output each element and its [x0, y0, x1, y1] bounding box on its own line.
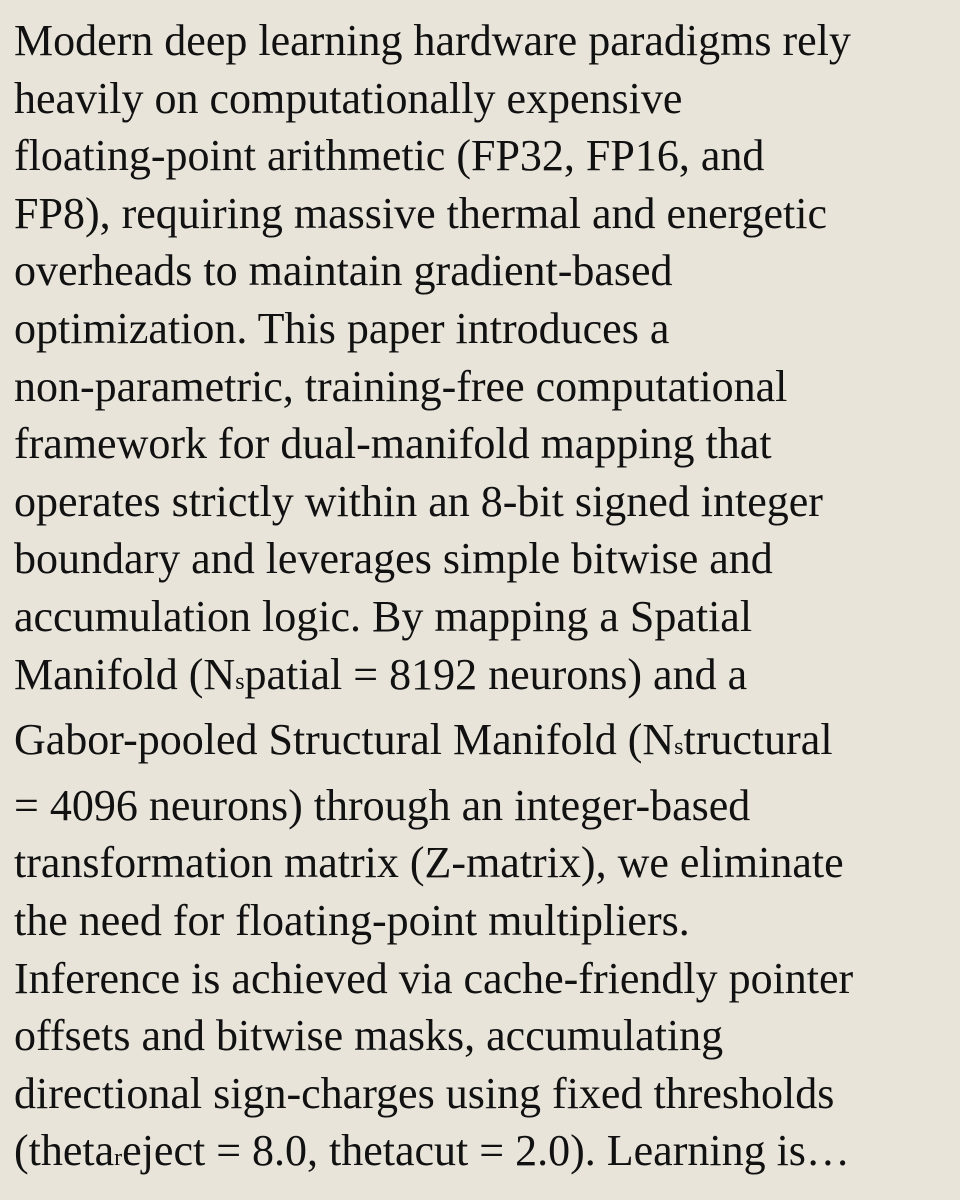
- text-line: operates strictly within an 8-bit signed integer: [14, 476, 823, 526]
- text-line: = 4096 neurons) through an integer-based: [14, 780, 751, 830]
- text-fragment: Gabor-pooled Structural Manifold (N: [14, 715, 675, 765]
- text-line: [14, 1122, 954, 1188]
- abstract-text: [14, 12, 954, 1188]
- text-line: accumulation logic. By mapping a Spatial: [14, 591, 753, 641]
- text-line: offsets and bitwise masks, accumulating: [14, 1011, 724, 1061]
- text-line: framework for dual-manifold mapping that: [14, 419, 772, 469]
- text-fragment: tructural: [683, 715, 833, 765]
- text-line: optimization. This paper introduces a: [14, 303, 670, 353]
- text-line: [14, 646, 954, 712]
- text-line: boundary and leverages simple bitwise and: [14, 534, 773, 584]
- text-fragment: eject = 8.0, thetacut = 2.0). Learning is…: [122, 1126, 850, 1176]
- text-line: directional sign-charges using fixed thresholds: [14, 1068, 835, 1118]
- text-line: Modern deep learning hardware paradigms rely: [14, 16, 851, 65]
- text-line: Inference is achieved via cache-friendly pointer: [14, 953, 854, 1003]
- text-line: overheads to maintain gradient-based: [14, 246, 673, 296]
- text-fragment: Manifold (N: [14, 649, 236, 699]
- text-line: heavily on computationally expensive: [14, 73, 683, 123]
- subscript: s: [674, 734, 684, 761]
- text-line: [14, 711, 954, 777]
- text-line: floating-point arithmetic (FP32, FP16, and: [14, 131, 765, 181]
- subscript: r: [114, 1145, 123, 1172]
- text-fragment: patial = 8192 neurons) and a: [244, 649, 748, 699]
- text-line: non-parametric, training-free computational: [14, 361, 788, 411]
- subscript: s: [235, 668, 245, 695]
- text-line: transformation matrix (Z-matrix), we eliminate: [14, 838, 844, 888]
- text-line: FP8), requiring massive thermal and energetic: [14, 188, 827, 238]
- text-line: the need for floating-point multipliers.: [14, 895, 690, 945]
- text-fragment: (theta: [14, 1126, 115, 1176]
